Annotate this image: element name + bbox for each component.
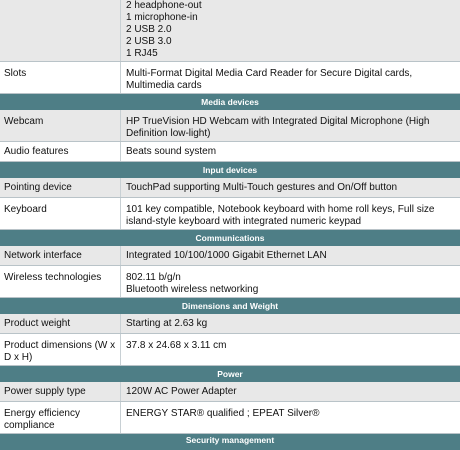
row-label: Wireless technologies: [4, 272, 102, 283]
webcam-line: Definition low-light): [126, 128, 211, 139]
energy-row: [0, 402, 460, 434]
psu-row: [0, 382, 460, 402]
weight-value: [126, 318, 456, 330]
pointing-line: TouchPad supporting Multi-Touch gestures and On/Off button: [126, 182, 398, 193]
dimensions-label-line: D x H): [4, 352, 33, 363]
section-header-security: Security management: [0, 434, 460, 450]
pointing-row: [0, 178, 460, 198]
column-divider: [120, 402, 121, 433]
energy-value: [126, 408, 456, 420]
energy-label-line: compliance: [4, 420, 55, 431]
section-header-media: Media devices: [0, 94, 460, 110]
webcam-row: [0, 110, 460, 142]
webcam-value: [126, 116, 456, 140]
slots-line: Multimedia cards: [126, 80, 202, 91]
ports-line: 1 RJ45: [126, 48, 158, 59]
keyboard-line: island-style keyboard with integrated numeric keypad: [126, 216, 362, 227]
dimensions-value: [126, 340, 456, 352]
pointing-value: [126, 182, 456, 194]
dimensions-row: [0, 334, 460, 366]
webcam-line: HP TrueVision HD Webcam with Integrated Digital Microphone (High: [126, 116, 430, 127]
row-label: Product weight: [4, 318, 71, 329]
row-label: Audio features: [4, 146, 69, 157]
section-header-input: Input devices: [0, 162, 460, 178]
psu-value: [126, 386, 456, 398]
network-value: [126, 250, 456, 262]
ports-line: 2 USB 2.0: [126, 24, 172, 35]
slots-value: [126, 68, 456, 92]
psu-line: 120W AC Power Adapter: [126, 386, 237, 397]
energy-label-line: Energy efficiency: [4, 408, 80, 419]
network-line: Integrated 10/100/1000 Gigabit Ethernet LAN: [126, 250, 327, 261]
ports-line: 1 microphone-in: [126, 12, 198, 23]
wireless-line: Bluetooth wireless networking: [126, 284, 259, 295]
column-divider: [120, 266, 121, 297]
column-divider: [120, 0, 121, 61]
energy-line: ENERGY STAR® qualified ; EPEAT Silver®: [126, 408, 320, 419]
weight-line: Starting at 2.63 kg: [126, 318, 208, 329]
ports-row: [0, 0, 460, 62]
column-divider: [120, 178, 121, 197]
column-divider: [120, 142, 121, 161]
section-header-dimensions: Dimensions and Weight: [0, 298, 460, 314]
network-row: [0, 246, 460, 266]
wireless-value: [126, 272, 456, 296]
keyboard-row: [0, 198, 460, 230]
row-label: Webcam: [4, 116, 44, 127]
weight-row: [0, 314, 460, 334]
ports-value: [126, 0, 456, 60]
column-divider: [120, 314, 121, 333]
column-divider: [120, 334, 121, 365]
row-label: Power supply type: [4, 386, 86, 397]
section-header-power: Power: [0, 366, 460, 382]
column-divider: [120, 246, 121, 265]
ports-line: 2 headphone-out: [126, 0, 202, 11]
keyboard-line: 101 key compatible, Notebook keyboard with home roll keys, Full size: [126, 204, 435, 215]
row-label: [4, 408, 116, 432]
column-divider: [120, 198, 121, 229]
audio-line: Beats sound system: [126, 146, 217, 157]
section-header-communications: Communications: [0, 230, 460, 246]
column-divider: [120, 382, 121, 401]
row-label: Keyboard: [4, 204, 47, 215]
row-label: Network interface: [4, 250, 82, 261]
column-divider: [120, 110, 121, 141]
audio-value: [126, 146, 456, 158]
wireless-row: [0, 266, 460, 298]
dimensions-line: 37.8 x 24.68 x 3.11 cm: [126, 340, 227, 351]
slots-row: [0, 62, 460, 94]
audio-row: [0, 142, 460, 162]
ports-line: 2 USB 3.0: [126, 36, 172, 47]
row-label: Slots: [4, 68, 27, 79]
keyboard-value: [126, 204, 456, 228]
wireless-line: 802.11 b/g/n: [126, 272, 181, 283]
row-label: [4, 340, 116, 364]
column-divider: [120, 62, 121, 93]
row-label: Pointing device: [4, 182, 72, 193]
slots-line: Multi-Format Digital Media Card Reader for Secure Digital cards,: [126, 68, 413, 79]
dimensions-label-line: Product dimensions (W x: [4, 340, 116, 351]
